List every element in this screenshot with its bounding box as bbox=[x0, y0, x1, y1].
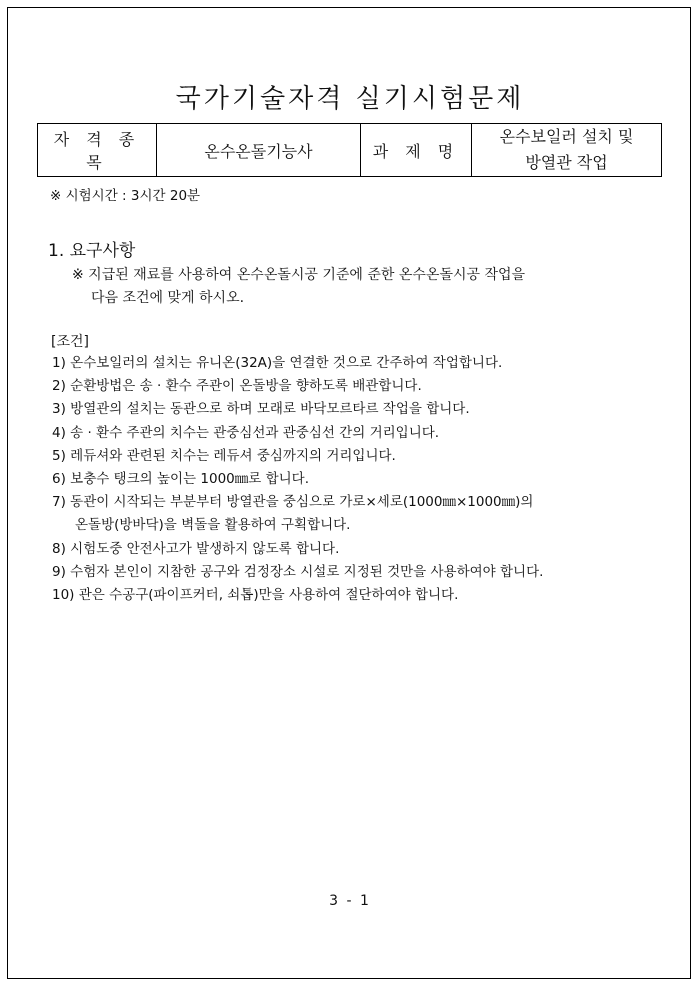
conditions-list bbox=[52, 352, 672, 607]
task-name-value bbox=[472, 124, 662, 177]
list-item bbox=[52, 445, 672, 468]
condition-text-continued: 온돌방(방바닥)을 벽돌을 활용하여 구획합니다. bbox=[75, 517, 351, 534]
list-item bbox=[52, 561, 672, 584]
condition-text: 5) 레듀셔와 관련된 치수는 레듀셔 중심까지의 거리입니다. bbox=[52, 447, 396, 464]
document-title: 국가기술자격 실기시험문제 bbox=[175, 84, 525, 114]
condition-text: 7) 동관이 시작되는 부분부터 방열관을 중심으로 가로×세로(1000㎜×1000㎜)의 bbox=[52, 494, 534, 511]
exam-info-table bbox=[37, 123, 662, 177]
section-heading-requirements: 1. 요구사항 bbox=[48, 241, 136, 261]
qualification-label: 자 격 종 목 bbox=[38, 124, 157, 177]
conditions-heading: [조건] bbox=[51, 334, 89, 350]
list-item bbox=[52, 398, 672, 421]
page-number: 3 - 1 bbox=[329, 893, 371, 909]
list-item bbox=[52, 491, 672, 537]
task-name-line-2: 방열관 작업 bbox=[525, 153, 608, 172]
list-item bbox=[52, 422, 672, 445]
task-name-line-1: 온수보일러 설치 및 bbox=[499, 127, 634, 146]
condition-text: 10) 관은 수공구(파이프커터, 쇠톱)만을 사용하여 절단하여야 합니다. bbox=[52, 587, 459, 604]
list-item bbox=[52, 468, 672, 491]
condition-text: 1) 온수보일러의 설치는 유니온(32A)을 연결한 것으로 간주하여 작업합니다. bbox=[52, 355, 503, 371]
condition-text: 2) 순환방법은 송 · 환수 주관이 온돌방을 향하도록 배관합니다. bbox=[52, 378, 422, 395]
instruction-line-2: 다음 조건에 맞게 하시오. bbox=[91, 290, 245, 306]
list-item bbox=[52, 584, 672, 607]
condition-text: 4) 송 · 환수 주관의 치수는 관중심선과 관중심선 간의 거리입니다. bbox=[52, 424, 440, 441]
exam-time: ※ 시험시간 : 3시간 20분 bbox=[50, 188, 201, 204]
qualification-value: 온수온돌기능사 bbox=[157, 124, 361, 177]
requirements-instruction bbox=[72, 264, 525, 310]
condition-text: 6) 보충수 탱크의 높이는 1000㎜로 합니다. bbox=[52, 471, 309, 488]
condition-text: 3) 방열관의 설치는 동관으로 하며 모래로 바닥모르타르 작업을 합니다. bbox=[52, 401, 470, 418]
condition-text: 8) 시험도중 안전사고가 발생하지 않도록 합니다. bbox=[52, 540, 340, 557]
list-item bbox=[52, 375, 672, 398]
task-name-label: 과 제 명 bbox=[361, 124, 472, 177]
list-item bbox=[52, 538, 672, 561]
condition-text: 9) 수험자 본인이 지참한 공구와 검정장소 시설로 지정된 것만을 사용하여야 합니다. bbox=[52, 563, 544, 580]
instruction-line-1: ※ 지급된 재료를 사용하여 온수온돌시공 기준에 준한 온수온돌시공 작업을 bbox=[72, 267, 526, 283]
list-item bbox=[52, 352, 672, 375]
